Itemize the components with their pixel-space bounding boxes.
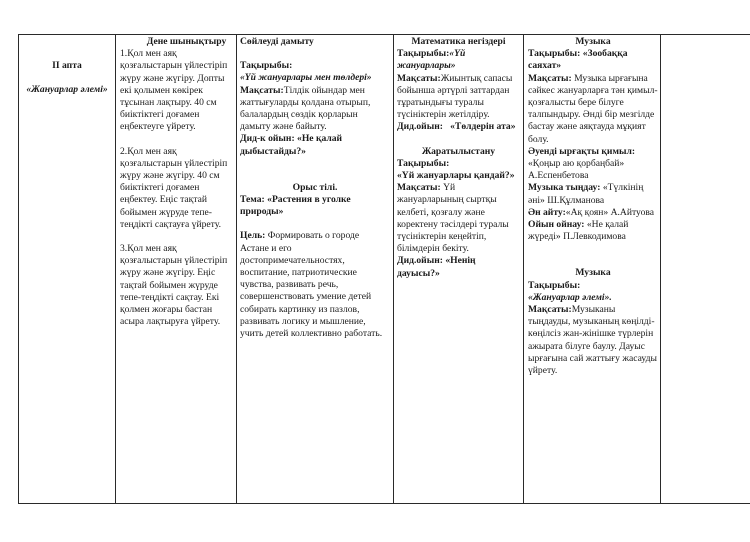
week-cell: [22, 60, 112, 96]
math-goal-text: Жиынтық сапасы бойынша әртүрлі заттардан тұратындығы туралы түсініктерін жетілдіру.: [397, 72, 513, 121]
music-topic: [528, 48, 658, 72]
music-goal: [528, 73, 658, 146]
math-goal: [397, 73, 520, 122]
column-divider: [660, 34, 661, 504]
russian-heading: Орыс тілі.: [292, 181, 338, 193]
math-game: [397, 121, 520, 133]
music-topic-text: «Зообаққа саяхат»: [528, 48, 628, 72]
physical-heading: Дене шынықтыру: [146, 36, 227, 47]
music-goal-label: Мақсаты:: [528, 72, 572, 84]
math-topic: [397, 48, 520, 72]
math-nature-cell: [397, 36, 520, 280]
music2-topic-label: Тақырыбы:: [528, 279, 581, 291]
russian-goal-text: Формировать о городе Астане и его достопримечательностях, воспитание, патриотические чувства, развивать речь, совершенствовать умение детей собирать картинку из пазлов, развивать логику и мышление, учить детей коллективно работать.: [240, 230, 383, 340]
music-sing-text: «Ақ қоян» А.Айтуова: [565, 206, 655, 218]
music-heading: Музыка: [575, 36, 611, 47]
speech-development-cell: [240, 36, 390, 340]
math-heading: Математика негіздері: [411, 36, 506, 47]
speech-goal-text: Тілдік ойындар мен жаттығуларды қолдана отырып, балалардың сөздік қорларын дамыту және байыту.: [240, 84, 371, 133]
music-topic-label: Тақырыбы:: [528, 48, 581, 60]
music-goal-text: Музыка ырғағына сәйкес жануарларға тән қимыл-қозғалысты бере білуге талпындыру. Әнді бір мезгілде бастау және аяқтауда мұқият болу.: [528, 72, 658, 145]
music-sing: [528, 207, 658, 219]
nature-topic-label: Тақырыбы:: [397, 157, 450, 169]
music-dance-label: Әуенді ырғақты қимыл:: [528, 145, 636, 157]
table-left-border: [18, 34, 19, 504]
physical-item-2: 2.Қол мен аяқ қозғалыстарын үйлестіріп жүру және жүгіру. 40 см биіктіктегі доғамен еңбектеу. Еңіс тақтай бойымен жүруде тепе-теңдікті сақтауға үйрету.: [120, 145, 228, 230]
nature-goal-label: Мақсаты:: [397, 182, 441, 194]
speech-game-text: «Не қалай дыбыстайды?»: [240, 133, 343, 157]
music2-topic: «Жануарлар әлемі».: [528, 291, 612, 303]
nature-topic: «Үй жануарлары қандай?»: [397, 170, 515, 182]
music2-goal-label: Мақсаты:: [528, 304, 572, 316]
music-play: [528, 219, 658, 243]
math-topic-text: «Үй жануарлары»: [397, 48, 466, 72]
table-top-border: [18, 34, 750, 35]
music-listen: [528, 182, 658, 206]
week-theme: «Жануарлар әлемі»: [26, 84, 108, 96]
table-bottom-border: [18, 503, 750, 504]
column-divider: [393, 34, 394, 504]
russian-topic: Тема: «Растения в уголке природы»: [240, 194, 351, 218]
math-game-label: Дид.ойын:: [397, 121, 443, 133]
physical-item-3: 3.Қол мен аяқ қозғалыстарын үйлестіріп жүру және жүгіру. Еңіс тақтай бойымен жүруде тепе-теңдікті сақтау. Екі қолмен жоғары бастан асыра лақтыруға үйрету.: [120, 243, 228, 328]
music2-goal-text: Музыканы тыңдауды, музыканың көңілді-көңілсіз жан-жінішке түрлерін ажырата білуге баулу. Дауыс ырғағына сай жаттығу жасауды үйрету.: [528, 304, 657, 377]
column-divider: [115, 34, 116, 504]
music-play-label: Ойын ойнау:: [528, 219, 585, 231]
column-divider: [236, 34, 237, 504]
speech-topic-label: Тақырыбы:: [240, 60, 293, 72]
music-listen-text: «Түлкінің әні» Ш.Құлманова: [528, 182, 644, 206]
column-divider: [523, 34, 524, 504]
nature-goal-text: Үй жануарларының сыртқы келбеті, қозғалу және коректену тәсілдері туралы түсініктерін кеңейтіп, білімдерін бекіту.: [397, 182, 509, 255]
russian-goal: [240, 230, 390, 340]
physical-item-1: 1.Қол мен аяқ қозғалыстарын үйлестіріп жүру және жүгіру. Допты екі қолымен көкірек тұсынан лақтыру. 40 см биіктіктегі доғамен еңбектеуге үйрету.: [120, 48, 228, 133]
nature-goal: [397, 182, 520, 255]
music-dance: «Қоңыр аю қорбаңбай» А.Еспенбетова: [528, 158, 625, 182]
speech-goal: [240, 85, 390, 134]
music2-goal: [528, 304, 658, 377]
week-label: II апта: [52, 60, 82, 71]
nature-game: [397, 255, 520, 279]
math-game-text: «Төлдерін ата»: [450, 121, 516, 133]
nature-game-text: «Ненің дауысы?»: [397, 255, 476, 279]
speech-topic: «Үй жануарлары мен төлдері»: [240, 72, 372, 84]
speech-game: [240, 133, 390, 157]
music-sing-label: Ән айту:: [528, 206, 566, 218]
music-listen-label: Музыка тыңдау:: [528, 182, 601, 194]
math-topic-label: Тақырыбы:: [397, 48, 450, 60]
music-cell: [528, 36, 658, 377]
nature-heading: Жаратылыстану: [421, 145, 496, 157]
empty-cell: [664, 36, 746, 500]
nature-game-label: Дид.ойын:: [397, 255, 443, 267]
speech-game-label: Дид-к ойын:: [240, 133, 295, 145]
speech-heading: Сөйлеуді дамыту: [240, 36, 314, 47]
music2-heading: Музыка: [575, 267, 611, 279]
russian-goal-label: Цель:: [240, 230, 266, 242]
speech-goal-label: Мақсаты:: [240, 84, 284, 96]
physical-education-cell: [120, 36, 233, 328]
math-goal-label: Мақсаты:: [397, 72, 441, 84]
music-play-text: «Не қалай жүреді» П.Левкодимова: [528, 219, 629, 243]
